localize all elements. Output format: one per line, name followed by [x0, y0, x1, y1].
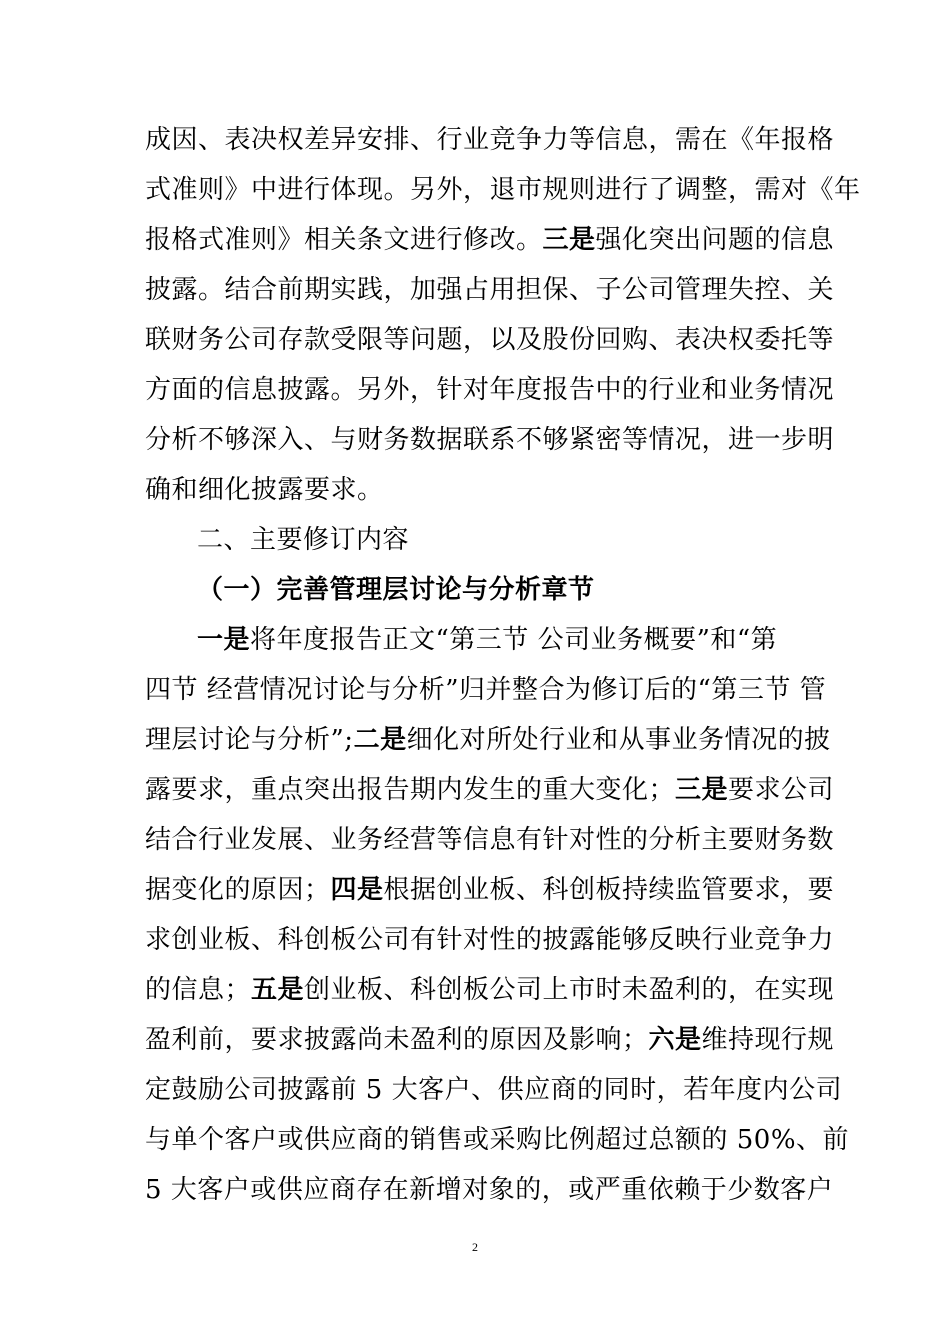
body-line: 理层讨论与分析”;二是细化对所处行业和从事业务情况的披 [145, 725, 831, 755]
emphasis-one: 一是 [197, 625, 251, 655]
body-line: 式准则》中进行体现。另外，退市规则进行了调整，需对《年 [145, 175, 861, 205]
body-line: 求创业板、科创板公司有针对性的披露能够反映行业竞争力 [145, 925, 835, 955]
body-line: 四节 经营情况讨论与分析”归并整合为修订后的“第三节 管 [145, 675, 827, 705]
page-number: 2 [472, 1240, 478, 1254]
emphasis-five: 五是 [251, 975, 305, 1005]
emphasis-three: 三是 [542, 225, 596, 255]
body-line: 据变化的原因；四是根据创业板、科创板持续监管要求，要 [145, 875, 835, 905]
body-line: 的信息；五是创业板、科创板公司上市时未盈利的，在实现 [145, 975, 835, 1005]
body-line: 定鼓励公司披露前 5 大客户、供应商的同时，若年度内公司 [145, 1075, 843, 1105]
body-line: 盈利前，要求披露尚未盈利的原因及影响；六是维持现行规 [145, 1025, 835, 1055]
body-line: 报格式准则》相关条文进行修改。三是强化突出问题的信息 [145, 225, 835, 255]
body-line: 与单个客户或供应商的销售或采购比例超过总额的 50%、前 [145, 1125, 850, 1155]
emphasis-two: 二是 [353, 725, 407, 755]
emphasis-four: 四是 [330, 875, 384, 905]
body-line: 露要求，重点突出报告期内发生的重大变化；三是要求公司 [145, 775, 835, 805]
body-line: 5 大客户或供应商存在新增对象的，或严重依赖于少数客户 [145, 1175, 834, 1205]
body-line: 联财务公司存款受限等问题，以及股份回购、表决权委托等 [145, 325, 835, 355]
body-line: 方面的信息披露。另外，针对年度报告中的行业和业务情况 [145, 375, 835, 405]
body-line: 成因、表决权差异安排、行业竞争力等信息，需在《年报格 [145, 125, 835, 155]
emphasis-three: 三是 [675, 775, 729, 805]
body-line: 结合行业发展、业务经营等信息有针对性的分析主要财务数 [145, 825, 835, 855]
body-line: 一是将年度报告正文“第三节 公司业务概要”和“第 [197, 625, 778, 655]
emphasis-six: 六是 [648, 1025, 702, 1055]
body-line: 分析不够深入、与财务数据联系不够紧密等情况，进一步明 [145, 425, 835, 455]
body-line: 确和细化披露要求。 [145, 475, 384, 505]
body-line: 披露。结合前期实践，加强占用担保、子公司管理失控、关 [145, 275, 835, 305]
subsection-heading: （一）完善管理层讨论与分析章节 [197, 575, 595, 605]
section-heading: 二、主要修订内容 [197, 525, 410, 555]
